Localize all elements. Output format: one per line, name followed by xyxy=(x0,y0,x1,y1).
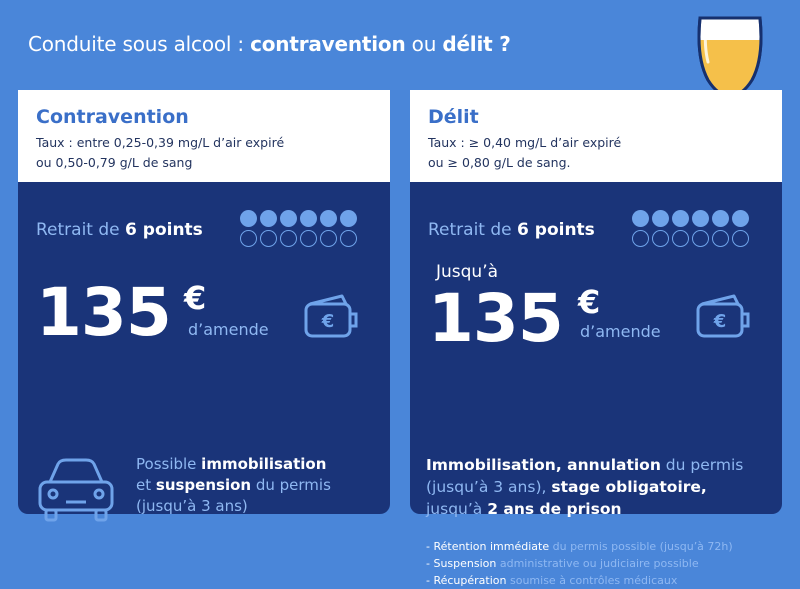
point-dot-icon xyxy=(240,230,257,247)
point-dot-icon xyxy=(732,210,749,227)
points-count: 6 points xyxy=(125,220,203,240)
point-dot-icon xyxy=(672,230,689,247)
contravention-card xyxy=(18,90,390,514)
list-item xyxy=(426,572,733,589)
dot-row xyxy=(240,210,360,227)
point-dot-icon xyxy=(712,230,729,247)
delit-rate-line2: ou ≥ 0,80 g/L de sang. xyxy=(428,155,571,170)
dot-row xyxy=(632,210,752,227)
points-count: 6 points xyxy=(517,220,595,240)
bullet-soft: soumise à contrôles médicaux xyxy=(506,574,678,587)
bullet-soft: administrative ou judiciaire possible xyxy=(496,557,699,570)
point-dot-icon xyxy=(692,230,709,247)
point-dot-icon xyxy=(300,210,317,227)
desc-bold: 2 ans de prison xyxy=(487,500,622,518)
bullet-strong: - Récupération xyxy=(426,574,507,587)
points-prefix: Retrait de xyxy=(36,220,126,240)
point-dot-icon xyxy=(732,230,749,247)
point-dot-icon xyxy=(320,230,337,247)
point-dot-icon xyxy=(632,210,649,227)
svg-text:€: € xyxy=(713,311,727,332)
desc-text: du permis xyxy=(660,456,744,474)
delit-card xyxy=(410,90,782,587)
dot-row xyxy=(240,230,360,247)
desc-text: et xyxy=(136,476,156,494)
euro-symbol: € xyxy=(184,279,207,317)
title-prefix: Conduite sous alcool : xyxy=(28,32,251,56)
amende-label: d’amende xyxy=(188,320,269,339)
delit-title: Délit xyxy=(428,106,479,128)
desc-text: (jusqu’à 3 ans), xyxy=(426,478,552,496)
point-dot-icon xyxy=(280,230,297,247)
contravention-body xyxy=(18,182,390,514)
desc-bold: Immobilisation, annulation xyxy=(426,456,661,474)
list-item xyxy=(426,555,733,572)
euro-symbol: € xyxy=(578,283,601,321)
bullet-soft: du permis possible (jusqu’à 72h) xyxy=(549,540,733,553)
title-suffix: ? xyxy=(492,32,511,56)
desc-bold: immobilisation xyxy=(201,455,327,473)
contravention-title: Contravention xyxy=(36,106,189,128)
contravention-header xyxy=(18,90,390,182)
delit-rate-line1: Taux : ≥ 0,40 mg/L d’air expiré xyxy=(428,135,622,150)
point-dot-icon xyxy=(652,230,669,247)
point-dot-icon xyxy=(280,210,297,227)
contravention-rate-line1: Taux : entre 0,25-0,39 mg/L d’air expiré xyxy=(36,135,285,150)
point-dot-icon xyxy=(652,210,669,227)
point-dot-icon xyxy=(300,230,317,247)
desc-text: Possible xyxy=(136,455,202,473)
page-title xyxy=(28,32,511,56)
points-dots xyxy=(240,210,360,250)
points-dots xyxy=(632,210,752,250)
point-dot-icon xyxy=(340,230,357,247)
bullet-strong: - Suspension xyxy=(426,557,497,570)
desc-bold: suspension xyxy=(155,476,252,494)
point-dot-icon xyxy=(692,210,709,227)
point-dot-icon xyxy=(632,230,649,247)
points-prefix: Retrait de xyxy=(428,220,518,240)
desc-bold: stage obligatoire, xyxy=(551,478,707,496)
delit-description xyxy=(426,454,771,520)
point-dot-icon xyxy=(260,210,277,227)
point-dot-icon xyxy=(712,210,729,227)
wallet-euro-icon xyxy=(694,294,752,340)
wallet-euro-icon xyxy=(302,294,360,340)
title-mid: ou xyxy=(405,32,443,56)
dot-row xyxy=(632,230,752,247)
delit-header xyxy=(410,90,782,182)
points-withdrawal xyxy=(36,220,203,240)
points-withdrawal xyxy=(428,220,595,240)
svg-text:€: € xyxy=(321,311,335,332)
point-dot-icon xyxy=(240,210,257,227)
point-dot-icon xyxy=(340,210,357,227)
delit-bullets xyxy=(426,538,733,589)
contravention-description xyxy=(136,454,366,517)
fine-amount: 135 xyxy=(428,280,563,357)
upto-label: Jusqu’à xyxy=(436,262,499,282)
car-icon xyxy=(36,456,116,524)
point-dot-icon xyxy=(320,210,337,227)
list-item xyxy=(426,538,733,555)
fine-amount: 135 xyxy=(36,274,171,351)
desc-text: (jusqu’à 3 ans) xyxy=(136,497,248,515)
point-dot-icon xyxy=(260,230,277,247)
delit-body xyxy=(410,182,782,587)
bullet-strong: - Rétention immédiate xyxy=(426,540,550,553)
desc-text: jusqu’à xyxy=(426,500,488,518)
amende-label: d’amende xyxy=(580,322,661,341)
title-delit: délit xyxy=(442,32,493,56)
contravention-rate-line2: ou 0,50-0,79 g/L de sang xyxy=(36,155,193,170)
desc-text: du permis xyxy=(251,476,331,494)
title-contravention: contravention xyxy=(250,32,406,56)
point-dot-icon xyxy=(672,210,689,227)
